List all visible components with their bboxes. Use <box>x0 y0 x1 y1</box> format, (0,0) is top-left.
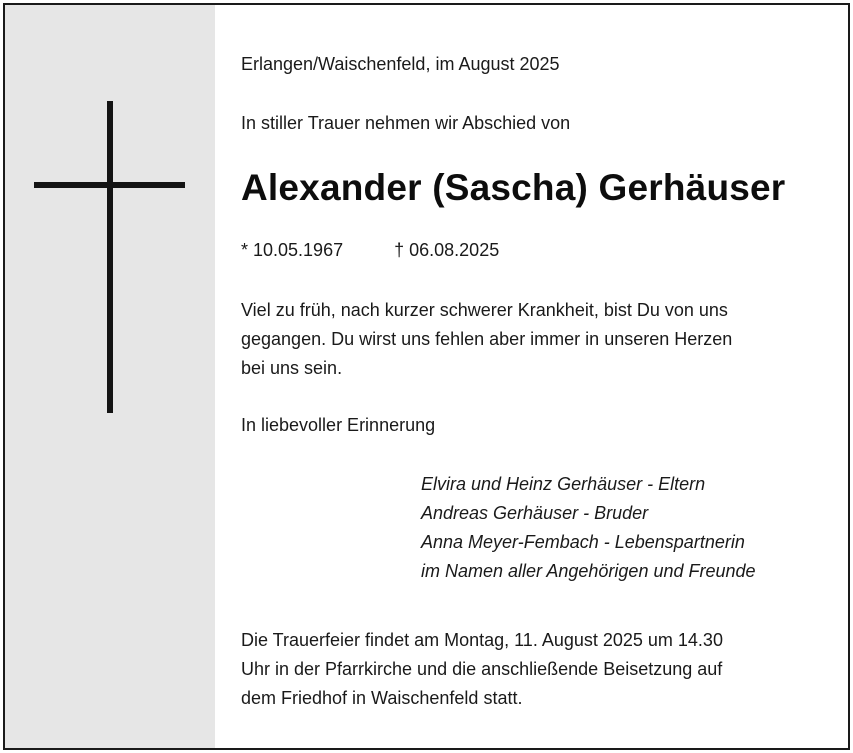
message-line: bei uns sein. <box>241 358 343 378</box>
message-line: gegangen. Du wirst uns fehlen aber immer in unseren Herzen <box>241 329 733 349</box>
remembrance-text: In liebevoller Erinnerung <box>241 415 436 435</box>
life-dates <box>241 236 499 265</box>
deceased-name: Alexander (Sascha) Gerhäuser <box>241 167 786 208</box>
message-paragraph <box>241 296 732 383</box>
family-signatures <box>421 470 756 586</box>
family-line: Andreas Gerhäuser - Bruder <box>421 503 649 523</box>
family-line: Elvira und Heinz Gerhäuser - Eltern <box>421 474 706 494</box>
side-band <box>5 5 215 748</box>
family-line: im Namen aller Angehörigen und Freunde <box>421 561 756 581</box>
place-date: Erlangen/Waischenfeld, im August 2025 <box>241 54 560 74</box>
family-line: Anna Meyer-Fembach - Lebenspartnerin <box>421 532 745 552</box>
ceremony-line: dem Friedhof in Waischenfeld statt. <box>241 688 523 708</box>
ceremony-line: Uhr in der Pfarrkirche und die anschließende Beisetzung auf <box>241 659 723 679</box>
death-date: † 06.08.2025 <box>394 240 500 260</box>
ceremony-paragraph <box>241 626 723 713</box>
intro-text: In stiller Trauer nehmen wir Abschied von <box>241 113 571 133</box>
ceremony-line: Die Trauerfeier findet am Montag, 11. August 2025 um 14.30 <box>241 630 723 650</box>
birth-date: * 10.05.1967 <box>241 240 344 260</box>
obituary-notice <box>3 3 850 750</box>
message-line: Viel zu früh, nach kurzer schwerer Krankheit, bist Du von uns <box>241 300 728 320</box>
cross-vertical-beam <box>107 101 113 413</box>
cross-horizontal-beam <box>34 182 185 188</box>
